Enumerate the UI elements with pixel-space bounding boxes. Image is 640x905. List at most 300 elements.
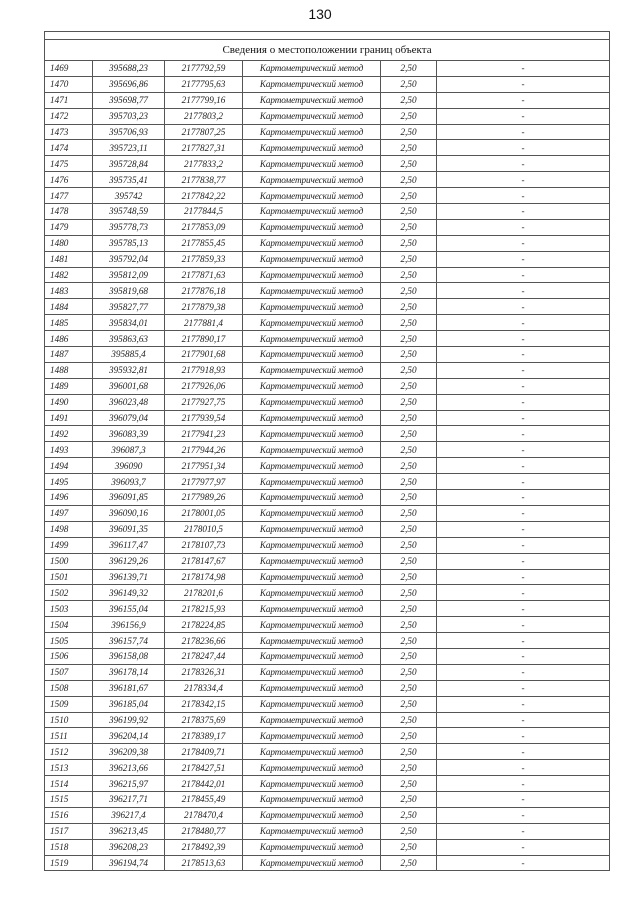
point-number-cell: 1498 [45, 521, 93, 537]
accuracy-cell: 2,50 [381, 760, 437, 776]
coord-y-cell: 2178513,63 [165, 855, 243, 871]
table-row [45, 569, 610, 585]
coord-y-cell: 2178215,93 [165, 601, 243, 617]
table-row [45, 776, 610, 792]
accuracy-cell: 2,50 [381, 108, 437, 124]
coord-y-cell: 2178480,77 [165, 823, 243, 839]
description-cell: - [437, 315, 610, 331]
method-cell: Картометрический метод [243, 537, 381, 553]
coord-x-cell: 396139,71 [93, 569, 165, 585]
table-row [45, 347, 610, 363]
description-cell: - [437, 791, 610, 807]
accuracy-cell: 2,50 [381, 204, 437, 220]
method-cell: Картометрический метод [243, 569, 381, 585]
description-cell: - [437, 633, 610, 649]
table-row [45, 553, 610, 569]
coord-x-cell: 395735,41 [93, 172, 165, 188]
coord-y-cell: 2177879,38 [165, 299, 243, 315]
method-cell: Картометрический метод [243, 744, 381, 760]
point-number-cell: 1502 [45, 585, 93, 601]
coord-x-cell: 396217,4 [93, 807, 165, 823]
coord-x-cell: 395785,13 [93, 235, 165, 251]
point-number-cell: 1479 [45, 219, 93, 235]
description-cell: - [437, 188, 610, 204]
coord-x-cell: 396194,74 [93, 855, 165, 871]
method-cell: Картометрический метод [243, 188, 381, 204]
description-cell: - [437, 744, 610, 760]
coord-y-cell: 2178455,49 [165, 791, 243, 807]
coord-y-cell: 2178409,71 [165, 744, 243, 760]
coord-x-cell: 396181,67 [93, 680, 165, 696]
coord-y-cell: 2178470,4 [165, 807, 243, 823]
description-cell: - [437, 61, 610, 77]
point-number-cell: 1519 [45, 855, 93, 871]
method-cell: Картометрический метод [243, 807, 381, 823]
point-number-cell: 1470 [45, 76, 93, 92]
method-cell: Картометрический метод [243, 617, 381, 633]
coord-y-cell: 2177853,09 [165, 219, 243, 235]
accuracy-cell: 2,50 [381, 855, 437, 871]
method-cell: Картометрический метод [243, 474, 381, 490]
coord-x-cell: 395792,04 [93, 251, 165, 267]
coord-y-cell: 2178001,05 [165, 505, 243, 521]
point-number-cell: 1472 [45, 108, 93, 124]
point-number-cell: 1512 [45, 744, 93, 760]
accuracy-cell: 2,50 [381, 92, 437, 108]
point-number-cell: 1513 [45, 760, 93, 776]
method-cell: Картометрический метод [243, 426, 381, 442]
method-cell: Картометрический метод [243, 315, 381, 331]
accuracy-cell: 2,50 [381, 585, 437, 601]
coord-y-cell: 2177855,45 [165, 235, 243, 251]
description-cell: - [437, 347, 610, 363]
table-row [45, 76, 610, 92]
table-row [45, 601, 610, 617]
method-cell: Картометрический метод [243, 76, 381, 92]
point-number-cell: 1487 [45, 347, 93, 363]
description-cell: - [437, 410, 610, 426]
description-cell: - [437, 283, 610, 299]
accuracy-cell: 2,50 [381, 839, 437, 855]
coord-x-cell: 395688,23 [93, 61, 165, 77]
accuracy-cell: 2,50 [381, 394, 437, 410]
method-cell: Картометрический метод [243, 124, 381, 140]
description-cell: - [437, 537, 610, 553]
coord-x-cell: 395863,63 [93, 331, 165, 347]
description-cell: - [437, 569, 610, 585]
coord-y-cell: 2178224,85 [165, 617, 243, 633]
description-cell: - [437, 235, 610, 251]
description-cell: - [437, 728, 610, 744]
coord-x-cell: 396090,16 [93, 505, 165, 521]
table-row [45, 505, 610, 521]
method-cell: Картометрический метод [243, 331, 381, 347]
coord-x-cell: 396129,26 [93, 553, 165, 569]
coord-x-cell: 395703,23 [93, 108, 165, 124]
accuracy-cell: 2,50 [381, 458, 437, 474]
description-cell: - [437, 124, 610, 140]
table-row [45, 219, 610, 235]
coord-x-cell: 395728,84 [93, 156, 165, 172]
coord-y-cell: 2177927,75 [165, 394, 243, 410]
coord-x-cell: 395812,09 [93, 267, 165, 283]
table-row [45, 124, 610, 140]
point-number-cell: 1506 [45, 648, 93, 664]
coord-x-cell: 396087,3 [93, 442, 165, 458]
accuracy-cell: 2,50 [381, 219, 437, 235]
accuracy-cell: 2,50 [381, 299, 437, 315]
coord-x-cell: 396213,66 [93, 760, 165, 776]
description-cell: - [437, 204, 610, 220]
accuracy-cell: 2,50 [381, 267, 437, 283]
method-cell: Картометрический метод [243, 601, 381, 617]
coord-y-cell: 2178174,98 [165, 569, 243, 585]
table-row [45, 855, 610, 871]
point-number-cell: 1495 [45, 474, 93, 490]
table-row [45, 585, 610, 601]
point-number-cell: 1480 [45, 235, 93, 251]
boundary-table [44, 31, 610, 871]
point-number-cell: 1518 [45, 839, 93, 855]
description-cell: - [437, 617, 610, 633]
table-top-spacer [45, 32, 610, 40]
description-cell: - [437, 442, 610, 458]
description-cell: - [437, 362, 610, 378]
method-cell: Картометрический метод [243, 760, 381, 776]
method-cell: Картометрический метод [243, 347, 381, 363]
point-number-cell: 1488 [45, 362, 93, 378]
coord-x-cell: 395742 [93, 188, 165, 204]
method-cell: Картометрический метод [243, 362, 381, 378]
description-cell: - [437, 394, 610, 410]
coord-x-cell: 396091,35 [93, 521, 165, 537]
page-number: 130 [308, 6, 332, 22]
coord-y-cell: 2178107,73 [165, 537, 243, 553]
description-cell: - [437, 521, 610, 537]
accuracy-cell: 2,50 [381, 347, 437, 363]
point-number-cell: 1475 [45, 156, 93, 172]
table-row [45, 251, 610, 267]
point-number-cell: 1484 [45, 299, 93, 315]
coord-x-cell: 396156,9 [93, 617, 165, 633]
table-row [45, 648, 610, 664]
table-row [45, 633, 610, 649]
description-cell: - [437, 776, 610, 792]
method-cell: Картометрический метод [243, 156, 381, 172]
coord-y-cell: 2177859,33 [165, 251, 243, 267]
method-cell: Картометрический метод [243, 92, 381, 108]
coord-y-cell: 2178342,15 [165, 696, 243, 712]
accuracy-cell: 2,50 [381, 791, 437, 807]
accuracy-cell: 2,50 [381, 474, 437, 490]
accuracy-cell: 2,50 [381, 442, 437, 458]
method-cell: Картометрический метод [243, 505, 381, 521]
coord-y-cell: 2177939,54 [165, 410, 243, 426]
accuracy-cell: 2,50 [381, 378, 437, 394]
method-cell: Картометрический метод [243, 585, 381, 601]
description-cell: - [437, 458, 610, 474]
point-number-cell: 1483 [45, 283, 93, 299]
method-cell: Картометрический метод [243, 204, 381, 220]
point-number-cell: 1516 [45, 807, 93, 823]
coord-x-cell: 396001,68 [93, 378, 165, 394]
description-cell: - [437, 92, 610, 108]
coord-y-cell: 2178389,17 [165, 728, 243, 744]
description-cell: - [437, 140, 610, 156]
accuracy-cell: 2,50 [381, 76, 437, 92]
method-cell: Картометрический метод [243, 633, 381, 649]
coord-y-cell: 2177807,25 [165, 124, 243, 140]
coord-x-cell: 396213,45 [93, 823, 165, 839]
coord-y-cell: 2177827,31 [165, 140, 243, 156]
coord-y-cell: 2177989,26 [165, 490, 243, 506]
table-row [45, 474, 610, 490]
description-cell: - [437, 760, 610, 776]
point-number-cell: 1494 [45, 458, 93, 474]
coord-x-cell: 396217,71 [93, 791, 165, 807]
coord-x-cell: 395698,77 [93, 92, 165, 108]
accuracy-cell: 2,50 [381, 315, 437, 331]
description-cell: - [437, 664, 610, 680]
table-row [45, 378, 610, 394]
method-cell: Картометрический метод [243, 823, 381, 839]
coord-x-cell: 396158,08 [93, 648, 165, 664]
accuracy-cell: 2,50 [381, 426, 437, 442]
coord-y-cell: 2178326,31 [165, 664, 243, 680]
method-cell: Картометрический метод [243, 378, 381, 394]
accuracy-cell: 2,50 [381, 617, 437, 633]
table-row [45, 791, 610, 807]
description-cell: - [437, 648, 610, 664]
point-number-cell: 1501 [45, 569, 93, 585]
coord-x-cell: 396204,14 [93, 728, 165, 744]
accuracy-cell: 2,50 [381, 521, 437, 537]
description-cell: - [437, 251, 610, 267]
point-number-cell: 1517 [45, 823, 93, 839]
table-row [45, 712, 610, 728]
coord-x-cell: 396090 [93, 458, 165, 474]
method-cell: Картометрический метод [243, 267, 381, 283]
coord-y-cell: 2177881,4 [165, 315, 243, 331]
coord-x-cell: 396208,23 [93, 839, 165, 855]
coord-x-cell: 395932,81 [93, 362, 165, 378]
coord-y-cell: 2177844,5 [165, 204, 243, 220]
point-number-cell: 1510 [45, 712, 93, 728]
table-row [45, 362, 610, 378]
description-cell: - [437, 490, 610, 506]
coord-x-cell: 396149,32 [93, 585, 165, 601]
coord-y-cell: 2178492,39 [165, 839, 243, 855]
point-number-cell: 1496 [45, 490, 93, 506]
point-number-cell: 1492 [45, 426, 93, 442]
description-cell: - [437, 712, 610, 728]
point-number-cell: 1508 [45, 680, 93, 696]
point-number-cell: 1507 [45, 664, 93, 680]
method-cell: Картометрический метод [243, 521, 381, 537]
coord-y-cell: 2177838,77 [165, 172, 243, 188]
description-cell: - [437, 108, 610, 124]
coord-y-cell: 2178375,69 [165, 712, 243, 728]
description-cell: - [437, 426, 610, 442]
description-cell: - [437, 601, 610, 617]
coord-y-cell: 2177842,22 [165, 188, 243, 204]
table-body [45, 32, 610, 871]
accuracy-cell: 2,50 [381, 490, 437, 506]
point-number-cell: 1503 [45, 601, 93, 617]
table-row [45, 283, 610, 299]
method-cell: Картометрический метод [243, 251, 381, 267]
method-cell: Картометрический метод [243, 172, 381, 188]
coord-x-cell: 395706,93 [93, 124, 165, 140]
coord-x-cell: 396199,92 [93, 712, 165, 728]
point-number-cell: 1469 [45, 61, 93, 77]
accuracy-cell: 2,50 [381, 680, 437, 696]
coord-y-cell: 2177944,26 [165, 442, 243, 458]
coord-y-cell: 2177941,23 [165, 426, 243, 442]
table-row [45, 839, 610, 855]
method-cell: Картометрический метод [243, 410, 381, 426]
description-cell: - [437, 299, 610, 315]
table-row [45, 267, 610, 283]
accuracy-cell: 2,50 [381, 776, 437, 792]
coord-x-cell: 396091,85 [93, 490, 165, 506]
point-number-cell: 1485 [45, 315, 93, 331]
coord-y-cell: 2178427,51 [165, 760, 243, 776]
accuracy-cell: 2,50 [381, 569, 437, 585]
accuracy-cell: 2,50 [381, 124, 437, 140]
description-cell: - [437, 378, 610, 394]
coord-x-cell: 396117,47 [93, 537, 165, 553]
table-row [45, 410, 610, 426]
coord-y-cell: 2177795,63 [165, 76, 243, 92]
accuracy-cell: 2,50 [381, 648, 437, 664]
accuracy-cell: 2,50 [381, 537, 437, 553]
table-row [45, 823, 610, 839]
coord-y-cell: 2177876,18 [165, 283, 243, 299]
description-cell: - [437, 474, 610, 490]
method-cell: Картометрический метод [243, 553, 381, 569]
accuracy-cell: 2,50 [381, 362, 437, 378]
coord-x-cell: 396209,38 [93, 744, 165, 760]
coord-y-cell: 2177977,97 [165, 474, 243, 490]
coord-y-cell: 2177918,93 [165, 362, 243, 378]
table-row [45, 188, 610, 204]
description-cell: - [437, 696, 610, 712]
table-row [45, 204, 610, 220]
description-cell: - [437, 505, 610, 521]
table-row [45, 92, 610, 108]
method-cell: Картометрический метод [243, 855, 381, 871]
method-cell: Картометрический метод [243, 839, 381, 855]
coord-y-cell: 2177792,59 [165, 61, 243, 77]
method-cell: Картометрический метод [243, 442, 381, 458]
table-row [45, 537, 610, 553]
description-cell: - [437, 839, 610, 855]
coord-x-cell: 396215,97 [93, 776, 165, 792]
table-row [45, 61, 610, 77]
point-number-cell: 1505 [45, 633, 93, 649]
coord-y-cell: 2178334,4 [165, 680, 243, 696]
accuracy-cell: 2,50 [381, 188, 437, 204]
table-row [45, 617, 610, 633]
method-cell: Картометрический метод [243, 712, 381, 728]
table-row [45, 696, 610, 712]
point-number-cell: 1511 [45, 728, 93, 744]
table-row [45, 299, 610, 315]
coord-x-cell: 396023,48 [93, 394, 165, 410]
description-cell: - [437, 156, 610, 172]
method-cell: Картометрический метод [243, 791, 381, 807]
coord-x-cell: 396155,04 [93, 601, 165, 617]
accuracy-cell: 2,50 [381, 283, 437, 299]
point-number-cell: 1514 [45, 776, 93, 792]
accuracy-cell: 2,50 [381, 712, 437, 728]
method-cell: Картометрический метод [243, 61, 381, 77]
coord-x-cell: 396083,39 [93, 426, 165, 442]
accuracy-cell: 2,50 [381, 823, 437, 839]
method-cell: Картометрический метод [243, 299, 381, 315]
accuracy-cell: 2,50 [381, 696, 437, 712]
method-cell: Картометрический метод [243, 394, 381, 410]
point-number-cell: 1473 [45, 124, 93, 140]
accuracy-cell: 2,50 [381, 728, 437, 744]
method-cell: Картометрический метод [243, 458, 381, 474]
coord-y-cell: 2178201,6 [165, 585, 243, 601]
method-cell: Картометрический метод [243, 696, 381, 712]
table-row [45, 426, 610, 442]
coord-x-cell: 395834,01 [93, 315, 165, 331]
description-cell: - [437, 76, 610, 92]
coord-y-cell: 2177799,16 [165, 92, 243, 108]
coord-x-cell: 395778,73 [93, 219, 165, 235]
accuracy-cell: 2,50 [381, 156, 437, 172]
description-cell: - [437, 331, 610, 347]
accuracy-cell: 2,50 [381, 553, 437, 569]
coord-x-cell: 395819,68 [93, 283, 165, 299]
description-cell: - [437, 855, 610, 871]
coord-y-cell: 2177833,2 [165, 156, 243, 172]
coord-y-cell: 2178236,66 [165, 633, 243, 649]
method-cell: Картометрический метод [243, 235, 381, 251]
point-number-cell: 1509 [45, 696, 93, 712]
accuracy-cell: 2,50 [381, 664, 437, 680]
table-caption: Сведения о местоположении границ объекта [45, 40, 610, 61]
accuracy-cell: 2,50 [381, 140, 437, 156]
coord-x-cell: 395885,4 [93, 347, 165, 363]
description-cell: - [437, 585, 610, 601]
table-row [45, 664, 610, 680]
method-cell: Картометрический метод [243, 648, 381, 664]
description-cell: - [437, 807, 610, 823]
point-number-cell: 1481 [45, 251, 93, 267]
table-row [45, 172, 610, 188]
point-number-cell: 1474 [45, 140, 93, 156]
coord-x-cell: 396157,74 [93, 633, 165, 649]
point-number-cell: 1499 [45, 537, 93, 553]
table-row [45, 744, 610, 760]
table-row [45, 458, 610, 474]
method-cell: Картометрический метод [243, 680, 381, 696]
point-number-cell: 1515 [45, 791, 93, 807]
coord-y-cell: 2178147,67 [165, 553, 243, 569]
method-cell: Картометрический метод [243, 664, 381, 680]
table-row [45, 331, 610, 347]
accuracy-cell: 2,50 [381, 807, 437, 823]
point-number-cell: 1504 [45, 617, 93, 633]
coord-y-cell: 2177926,06 [165, 378, 243, 394]
description-cell: - [437, 219, 610, 235]
coord-x-cell: 396178,14 [93, 664, 165, 680]
